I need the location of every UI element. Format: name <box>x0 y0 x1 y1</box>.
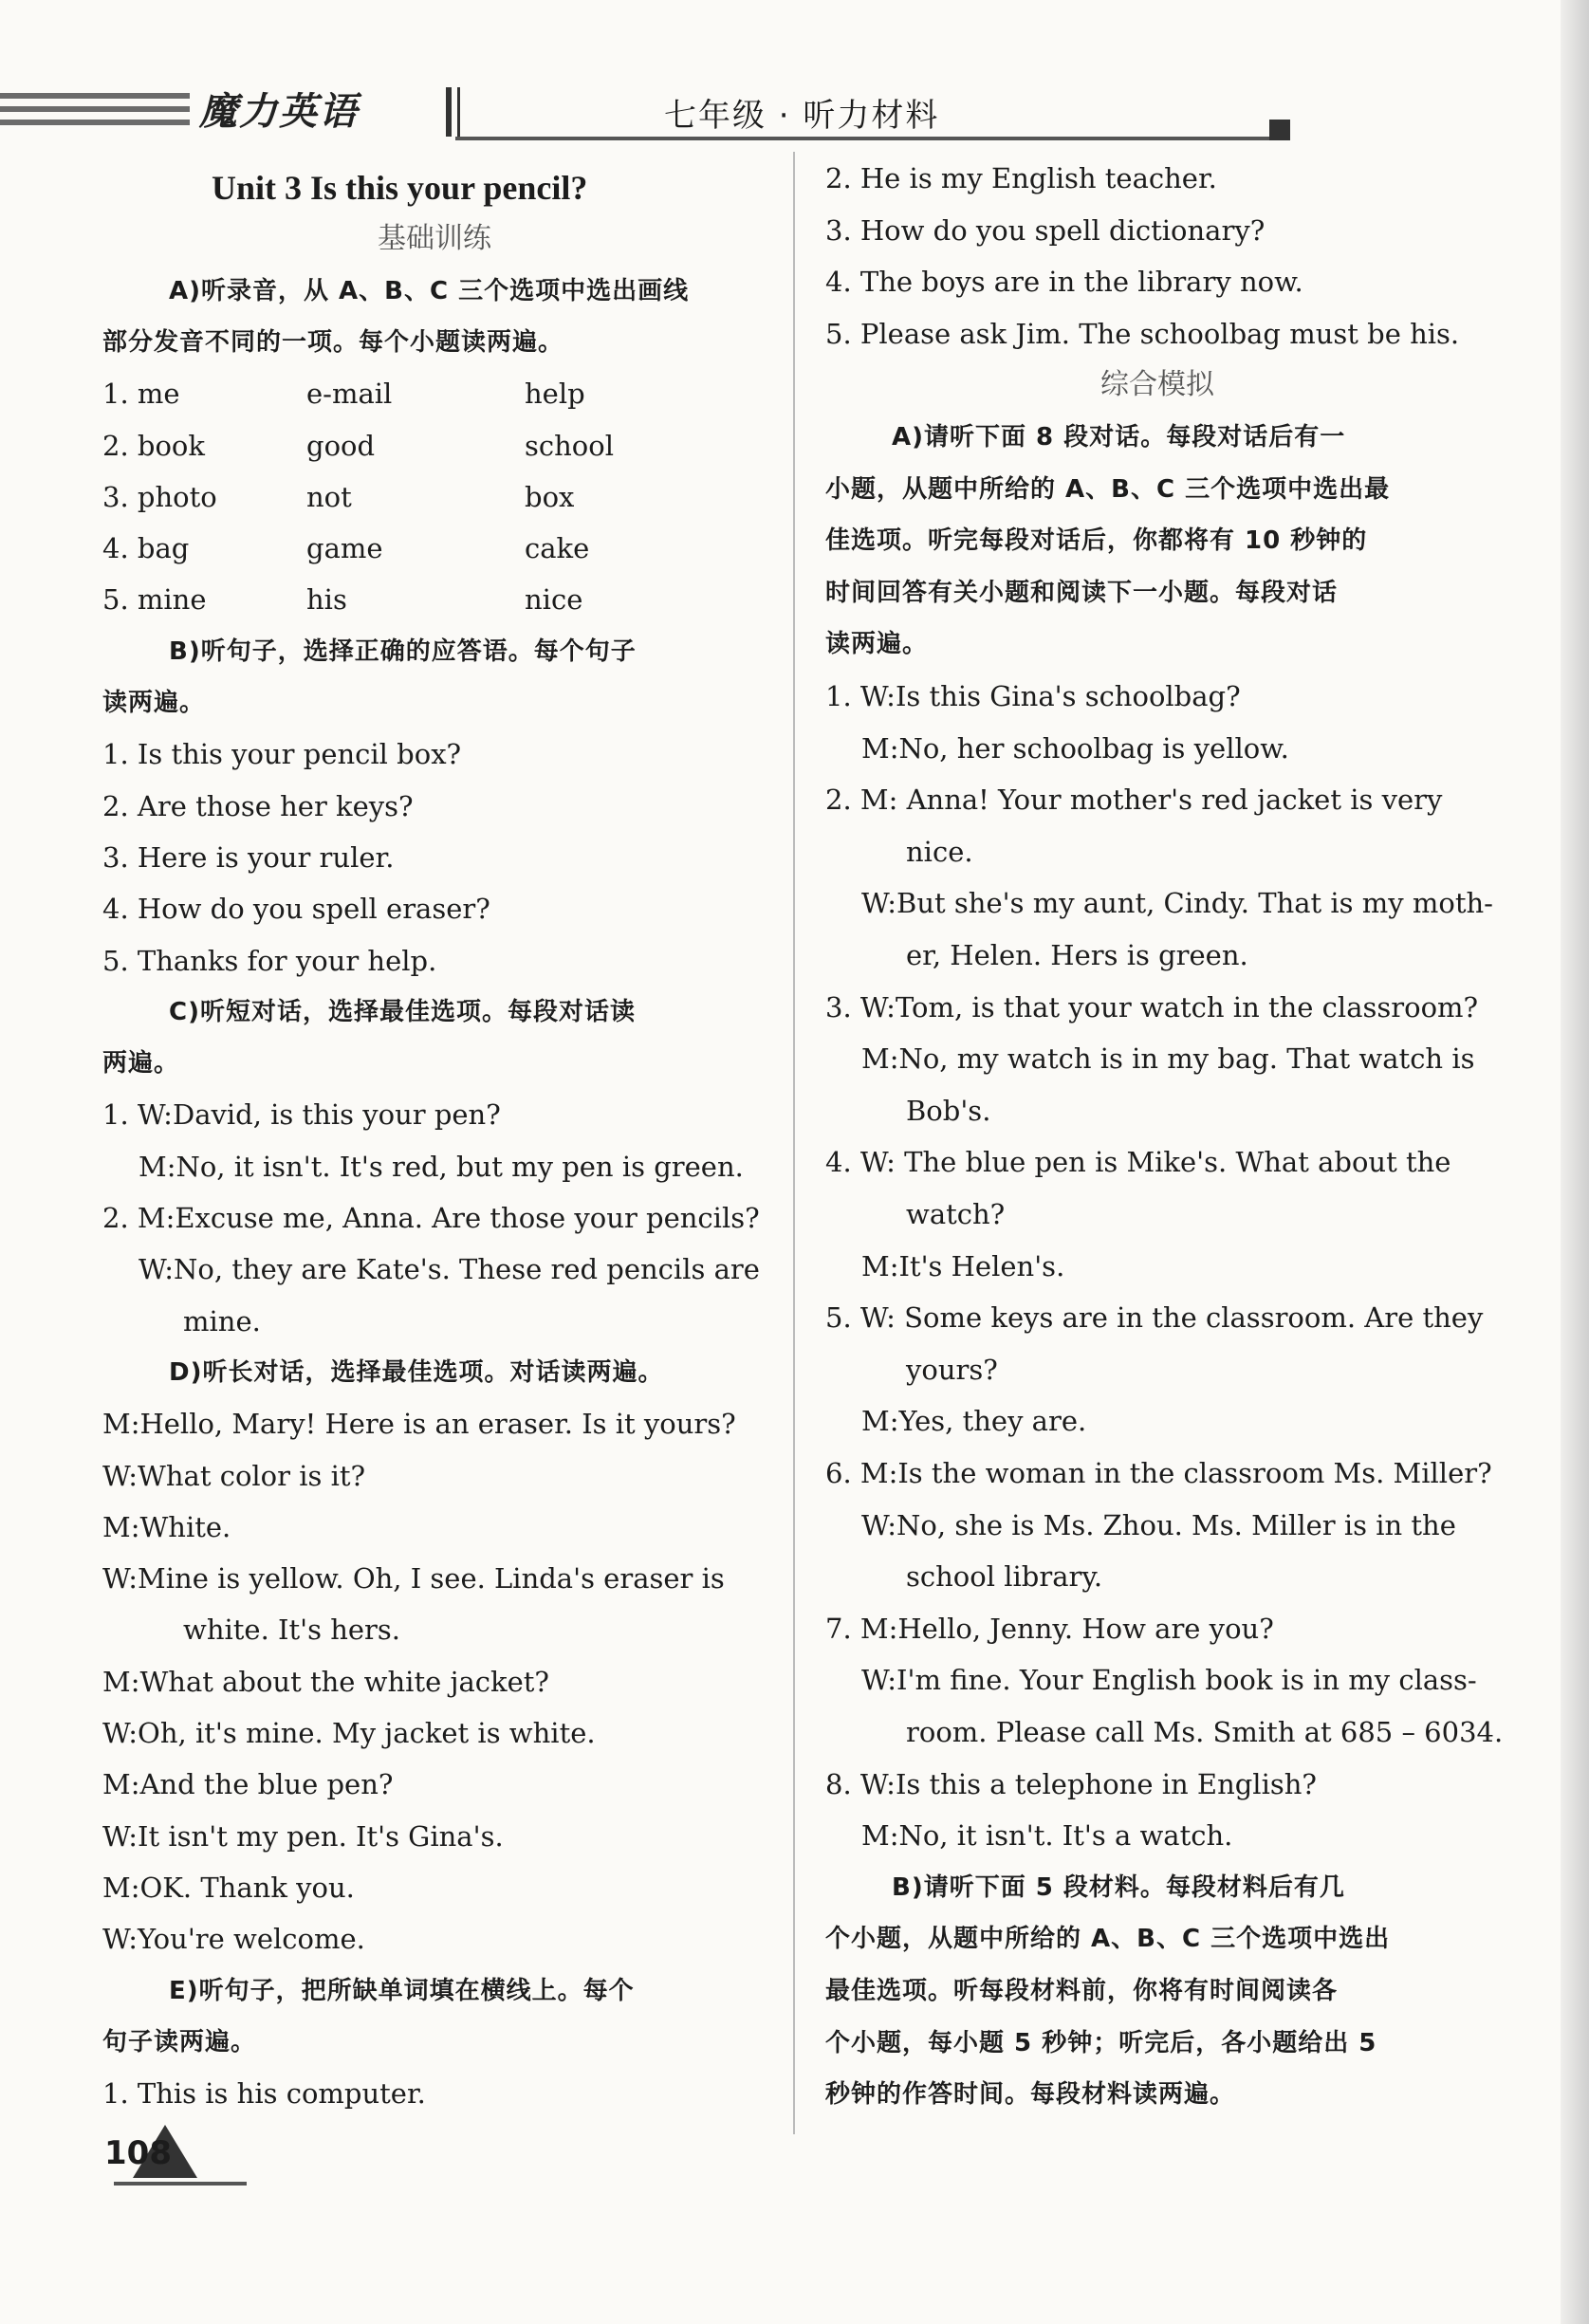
option-cell: school <box>525 429 614 462</box>
text-line: mine. <box>183 1304 261 1337</box>
text-line: 2. He is my English teacher. <box>825 162 1217 194</box>
text-line: 7. M:Hello, Jenny. How are you? <box>825 1612 1274 1645</box>
text-line: M:No, it isn't. It's a watch. <box>861 1819 1233 1853</box>
option-cell: 3. photo <box>102 480 217 513</box>
option-cell: good <box>306 429 376 462</box>
text-line: 5. Thanks for your help. <box>102 944 437 977</box>
header-divider <box>457 87 460 137</box>
header-rule <box>455 137 1271 140</box>
option-cell: his <box>306 583 347 617</box>
header-divider <box>446 87 452 137</box>
instruction-text: 最佳选项。听每段材料前，你将有时间阅读各 <box>825 1977 1339 2005</box>
option-cell: 4. bag <box>102 532 190 565</box>
text-line: 1. W:David, is this your pen? <box>102 1098 501 1132</box>
text-line: watch? <box>906 1198 1006 1230</box>
text-line: er, Helen. Hers is green. <box>906 939 1248 971</box>
instruction-text: 句子读两遍。 <box>102 2027 257 2057</box>
instruction-text: 读两遍。 <box>102 689 206 717</box>
text-line: M:White. <box>102 1510 231 1543</box>
text-line: 2. M: Anna! Your mother's red jacket is very <box>825 784 1443 817</box>
instruction-text: 个小题，从题中所给的 A、B、C 三个选项中选出 <box>825 1925 1391 1954</box>
text-line: 2. M:Excuse me, Anna. Are those your pencils? <box>102 1202 760 1234</box>
text-line: M:Yes, they are. <box>861 1405 1087 1438</box>
text-line: M:No, it isn't. It's red, but my pen is green. <box>139 1150 744 1183</box>
option-cell: box <box>525 480 575 513</box>
option-cell: help <box>525 378 585 411</box>
text-line: M:No, my watch is in my bag. That watch is <box>861 1042 1475 1076</box>
text-line: M:OK. Thank you. <box>102 1871 355 1904</box>
text-line: M:Hello, Mary! Here is an eraser. Is it yours? <box>102 1408 736 1441</box>
instruction-text: 时间回答有关小题和阅读下一小题。每段对话 <box>825 578 1339 607</box>
instruction-text: 秒钟的作答时间。每段材料读两遍。 <box>825 2080 1236 2110</box>
instruction-text: 读两遍。 <box>825 630 929 659</box>
option-cell: cake <box>525 532 590 565</box>
text-line: W:No, they are Kate's. These red pencils are <box>139 1253 760 1286</box>
instruction-text: 个小题，每小题 5 秒钟；听完后，各小题给出 5 <box>825 2028 1377 2057</box>
option-cell: game <box>306 532 383 565</box>
text-line: W:Mine is yellow. Oh, I see. Linda's eraser is <box>102 1562 725 1595</box>
header-stripe <box>0 106 190 112</box>
text-line: 1. This is his computer. <box>102 2077 426 2111</box>
text-line: 2. Are those her keys? <box>102 789 414 822</box>
text-line: 5. Please ask Jim. The schoolbag must be his. <box>825 317 1460 350</box>
section-heading: 综合模拟 <box>1100 368 1214 402</box>
page-header <box>0 83 1290 142</box>
text-line: 4. How do you spell eraser? <box>102 893 490 926</box>
header-title: 七年级 · 听力材料 <box>664 97 940 135</box>
header-stripe <box>0 93 190 99</box>
option-cell: e-mail <box>306 378 393 411</box>
text-line: 3. W:Tom, is that your watch in the classroom? <box>825 990 1479 1024</box>
brand-logo: 魔力英语 <box>199 90 359 134</box>
option-cell: not <box>306 480 352 513</box>
text-line: M:And the blue pen? <box>102 1768 394 1801</box>
instruction-text: 两遍。 <box>102 1049 180 1079</box>
page-number: 108 <box>104 2134 172 2172</box>
text-line: 4. W: The blue pen is Mike's. What about the <box>825 1146 1451 1179</box>
section-heading: 基础训练 <box>378 222 491 256</box>
header-block <box>1269 120 1290 140</box>
wave-decoration <box>114 2182 247 2186</box>
text-line: 3. Here is your ruler. <box>102 840 395 874</box>
text-line: white. It's hers. <box>183 1614 401 1647</box>
instruction-text: B)听句子，选择正确的应答语。每个句子 <box>169 636 637 666</box>
text-line: M:No, her schoolbag is yellow. <box>861 731 1289 765</box>
unit-title: Unit 3 Is this your pencil? <box>212 169 588 207</box>
header-stripe <box>0 120 190 125</box>
option-cell: 5. mine <box>102 583 207 617</box>
column-divider <box>793 152 795 2134</box>
text-line: Bob's. <box>906 1094 991 1127</box>
page-edge-shadow <box>1561 0 1589 2324</box>
instruction-text: A)听录音，从 A、B、C 三个选项中选出画线 <box>169 276 690 305</box>
text-line: W:No, she is Ms. Zhou. Ms. Miller is in the <box>861 1508 1456 1541</box>
text-line: room. Please call Ms. Smith at 685 – 6034. <box>906 1716 1504 1748</box>
text-line: 4. The boys are in the library now. <box>825 266 1303 299</box>
instruction-text: 佳选项。听完每段对话后，你都将有 10 秒钟的 <box>825 526 1368 556</box>
text-line: 1. Is this your pencil box? <box>102 738 462 771</box>
option-cell: 2. book <box>102 429 205 462</box>
text-line: 1. W:Is this Gina's schoolbag? <box>825 680 1241 712</box>
text-line: W:I'm fine. Your English book is in my class- <box>861 1664 1477 1697</box>
instruction-text: 部分发音不同的一项。每个小题读两遍。 <box>102 327 564 357</box>
text-line: nice. <box>906 835 973 868</box>
instruction-text: B)请听下面 5 段材料。每段材料后有几 <box>892 1872 1345 1902</box>
text-line: W:But she's my aunt, Cindy. That is my moth- <box>861 887 1493 920</box>
instruction-text: C)听短对话，选择最佳选项。每段对话读 <box>169 997 636 1026</box>
option-cell: 1. me <box>102 378 180 411</box>
instruction-text: E)听句子，把所缺单词填在横线上。每个 <box>169 1976 635 2005</box>
text-line: M:It's Helen's. <box>861 1249 1065 1282</box>
text-line: W:You're welcome. <box>102 1923 365 1956</box>
text-line: M:What about the white jacket? <box>102 1665 549 1698</box>
text-line: school library. <box>906 1560 1103 1594</box>
instruction-text: 小题，从题中所给的 A、B、C 三个选项中选出最 <box>825 474 1391 504</box>
instruction-text: D)听长对话，选择最佳选项。对话读两遍。 <box>169 1357 664 1387</box>
text-line: yours? <box>906 1353 998 1386</box>
text-line: 3. How do you spell dictionary? <box>825 213 1266 247</box>
text-line: W:What color is it? <box>102 1459 366 1492</box>
text-line: W:It isn't my pen. It's Gina's. <box>102 1819 504 1853</box>
option-cell: nice <box>525 583 583 617</box>
text-line: 8. W:Is this a telephone in English? <box>825 1767 1317 1800</box>
text-line: 5. W: Some keys are in the classroom. Are they <box>825 1301 1484 1335</box>
text-line: W:Oh, it's mine. My jacket is white. <box>102 1717 596 1749</box>
text-line: 6. M:Is the woman in the classroom Ms. Miller? <box>825 1457 1492 1489</box>
instruction-text: A)请听下面 8 段对话。每段对话后有一 <box>892 423 1346 452</box>
